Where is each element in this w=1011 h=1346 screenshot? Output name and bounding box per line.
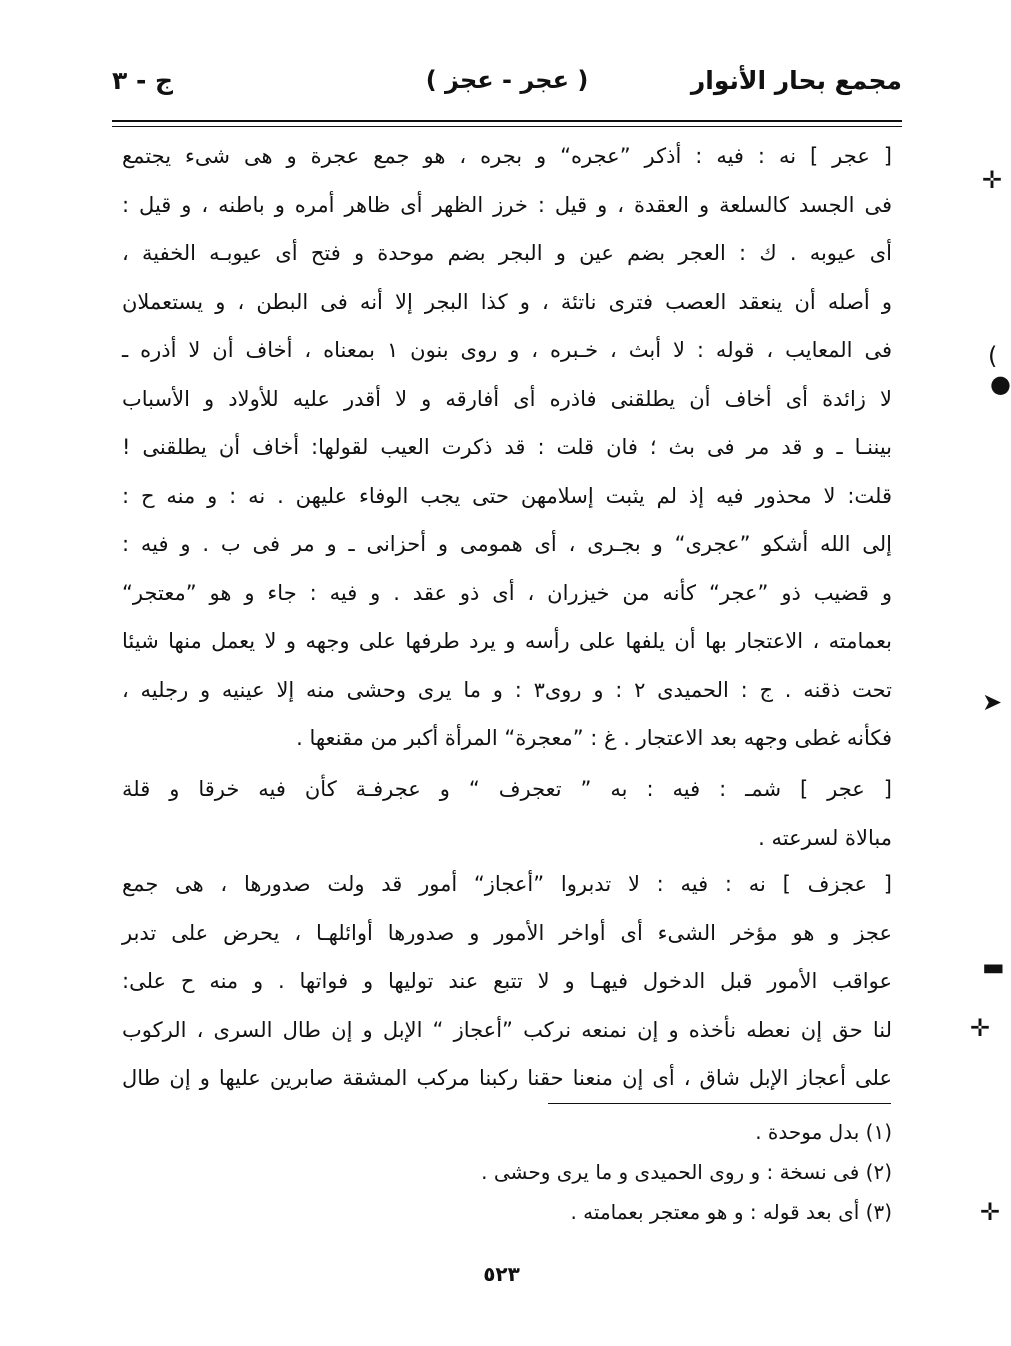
text-line: [ عجر ] نه : فيه : أذكر ”عجره“ و بجره ، هو جمع عجرة و هى شىء يجتمع: [122, 144, 892, 168]
page-number: ٥٢٣: [483, 1262, 520, 1286]
margin-arrow-icon: ➤: [982, 688, 1003, 716]
footnote: (١) بدل موحدة .: [755, 1120, 892, 1144]
entry-ajz: [122, 860, 892, 1103]
margin-dot-icon: ●: [990, 370, 1011, 398]
text-line: عجز و هو مؤخر الشىء أى أواخر الأمور و صدورها أوائلهـا ، يحرض على تدبر: [122, 920, 892, 945]
header-rule-thin: [112, 126, 902, 127]
text-line: أى عيوبه . ك : العجر بضم عين و البجر بضم موحدة و فتح أى عيوبـه الخفية ،: [122, 241, 892, 265]
header-rule-thick: [112, 120, 902, 122]
text-line: [ عجر ] شمـ : فيه : به ” تعجرف “ و عجرفـة كأن فيه خرقا و قلة: [122, 777, 892, 801]
text-line: على أعجاز الإبل شاق ، أى إن منعنا حقنا ركبنا مركب المشقة صابرين عليها و إن طال: [122, 1066, 892, 1090]
margin-bracket-icon: (: [988, 342, 998, 370]
entry-ajr-1: [122, 132, 892, 763]
text-line: فى الجسد كالسلعة و العقدة ، و قيل : خرز الظهر أى ظاهر أمره و باطنه ، و قيل :: [122, 192, 892, 217]
footnotes: [400, 1112, 892, 1232]
entry-ajr-2: [122, 765, 892, 862]
text-line: بيننـا ـ و قد مر فى بث ؛ فان قلت : قد ذكرت العيب لقولها: أخاف أن يطلقنى !: [122, 435, 892, 459]
margin-cross-icon: ✛: [982, 166, 1003, 194]
margin-cross-icon: ✛: [980, 1198, 1001, 1226]
page-header: [112, 66, 902, 110]
text-line: إلى الله أشكو ”عجرى“ و بجـرى ، أى همومى و أحزانى ـ و مر فى ب . و فيه :: [122, 532, 892, 556]
section-title: ( عجر - عجز ): [425, 66, 589, 94]
text-line: فكأنه غطى وجهه بعد الاعتجار . غ : ”معجرة“ المرأة أكبر من مقنعها .: [296, 726, 892, 750]
margin-cross-icon: ✛: [970, 1014, 991, 1042]
text-line: و أصله أن ينعقد العصب فترى ناتئة ، و كذا البجر إلا أنه فى البطن ، و يستعملان: [122, 289, 892, 314]
footnote: (٢) فى نسخة : و روى الحميدى و ما يرى وحشى .: [481, 1160, 892, 1184]
text-line: لا زائدة أى أخاف أن يطلقنى فاذره أى أفارقه و لا أقدر عليه للأولاد و الأسباب: [122, 386, 892, 411]
margin-dash-icon: ▬: [982, 953, 1005, 981]
text-line: و قضيب ذو ”عجر“ كأنه من خيزران ، أى ذو عقد . و فيه : جاء و هو ”معتجر“: [122, 580, 892, 605]
text-line: قلت: لا محذور فيه إذ لم يثبت إسلامهن حتى يجب الوفاء عليهن . نه : و منه ح :: [122, 483, 892, 508]
footnote: (٣) أى بعد قوله : و هو معتجر بعمامته .: [570, 1200, 892, 1224]
text-line: لنا حق إن نعطه نأخذه و إن نمنعه نركب ”أعجاز “ الإبل و إن طال السرى ، الركوب: [122, 1017, 892, 1042]
text-line: تحت ذقنه . ج : الحميدى ٢ : و روى٣ : و ما يرى وحشى منه إلا عينيه و رجليه ،: [122, 677, 892, 702]
volume-label: ج - ٣: [112, 66, 174, 95]
footnote-separator: [548, 1103, 891, 1104]
text-line: عواقب الأمور قبل الدخول فيهـا و لا تتبع عند توليها و فواتها . و منه ح على:: [122, 969, 892, 993]
text-line: [ عجزف ] نه : فيه : لا تدبروا ”أعجاز“ أمور قد ولت صدورها ، هى جمع: [122, 872, 892, 896]
text-line: بعمامته ، الاعتجار بها أن يلفها على رأسه و يرد طرفها على وجهه و لا يعمل منها شيئا: [122, 629, 892, 653]
book-title: مجمع بحار الأنوار: [690, 66, 902, 95]
text-line: فى المعايب ، قوله : لا أبث ، خـبره ، و روى بنون ١ بمعناه ، أخاف أن لا أذره ـ: [122, 338, 892, 362]
text-line: مبالاة لسرعته .: [758, 825, 892, 850]
